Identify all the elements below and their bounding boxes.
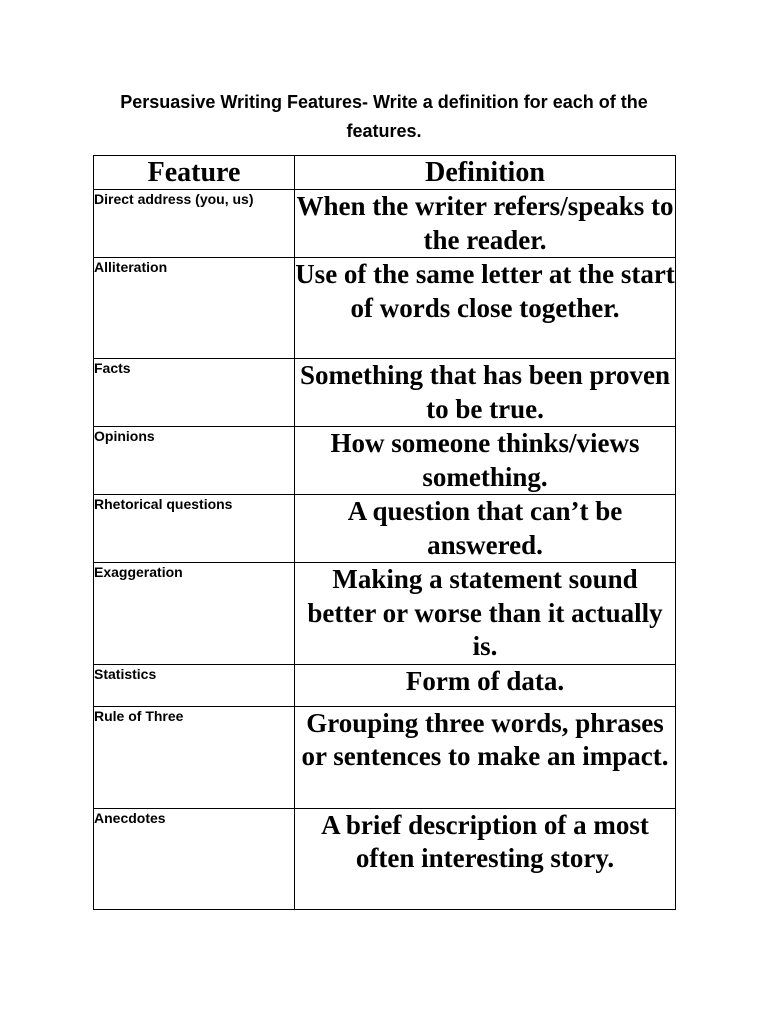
table-header-row: [94, 156, 676, 190]
definition-cell[interactable]: Something that has been proven to be true.: [295, 359, 676, 427]
definition-cell[interactable]: When the writer refers/speaks to the reader.: [295, 190, 676, 258]
table-row: [94, 808, 676, 909]
feature-cell: Statistics: [94, 664, 295, 706]
table-row: [94, 664, 676, 706]
table-row: [94, 706, 676, 808]
feature-cell: Anecdotes: [94, 808, 295, 909]
feature-cell: Rhetorical questions: [94, 495, 295, 563]
table-row: [94, 563, 676, 665]
feature-cell: Facts: [94, 359, 295, 427]
definition-column-header: Definition: [295, 156, 676, 190]
definition-cell[interactable]: A question that can’t be answered.: [295, 495, 676, 563]
table-row: [94, 258, 676, 359]
table-row: [94, 495, 676, 563]
features-table: [93, 155, 676, 910]
feature-cell: Opinions: [94, 427, 295, 495]
feature-cell: Exaggeration: [94, 563, 295, 665]
definition-cell[interactable]: Form of data.: [295, 664, 676, 706]
page-title: Persuasive Writing Features- Write a definition for each of the features.: [120, 92, 648, 141]
definition-cell[interactable]: Grouping three words, phrases or sentences to make an impact.: [295, 706, 676, 808]
feature-column-header: Feature: [94, 156, 295, 190]
definition-cell[interactable]: A brief description of a most often interesting story.: [295, 808, 676, 909]
definition-cell[interactable]: Use of the same letter at the start of words close together.: [295, 258, 676, 359]
table-row: [94, 427, 676, 495]
feature-cell: Rule of Three: [94, 706, 295, 808]
feature-cell: Alliteration: [94, 258, 295, 359]
definition-cell[interactable]: How someone thinks/views something.: [295, 427, 676, 495]
table-row: [94, 359, 676, 427]
table-row: [94, 190, 676, 258]
feature-cell: Direct address (you, us): [94, 190, 295, 258]
definition-cell[interactable]: Making a statement sound better or worse than it actually is.: [295, 563, 676, 665]
